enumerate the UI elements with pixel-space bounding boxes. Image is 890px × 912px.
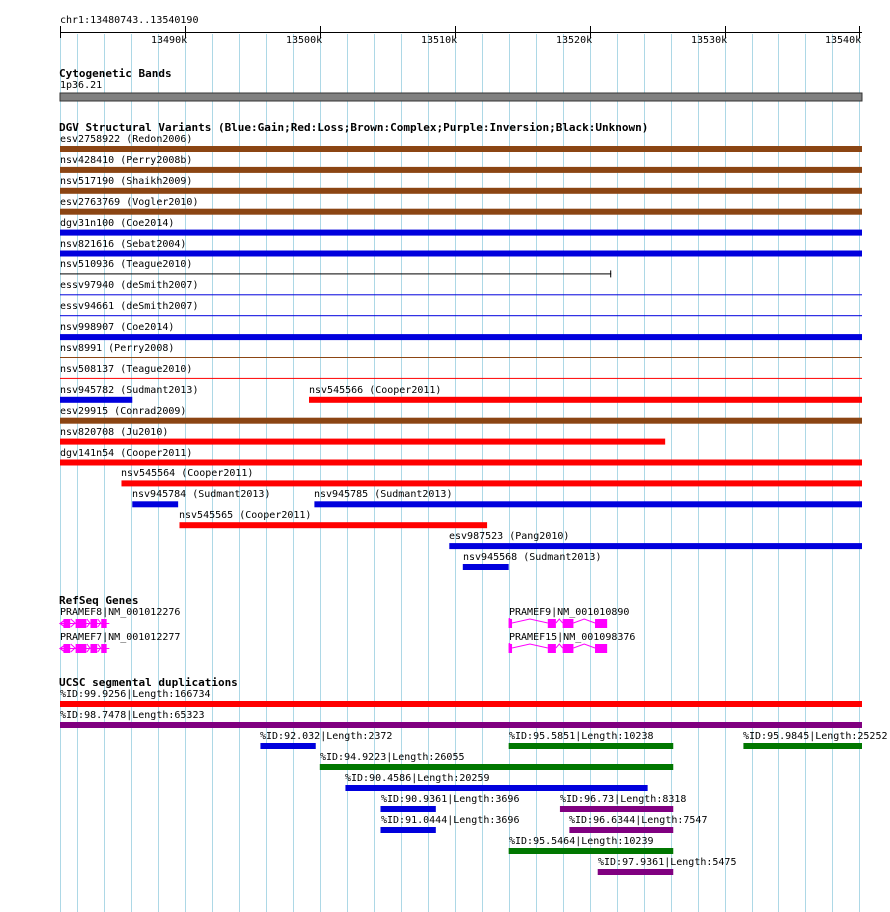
- dgv-variant-label: esv2763769 (Vogler2010): [60, 197, 199, 208]
- segdup-bar: [381, 806, 436, 812]
- dgv-variant-label: nsv945785 (Sudmant2013): [314, 489, 453, 500]
- dgv-variant-label: nsv998907 (Coe2014): [60, 322, 175, 333]
- dgv-variant-bar: [60, 334, 862, 340]
- dgv-variant-bar: [179, 522, 487, 528]
- dgv-variant-label: esv29915 (Conrad2009): [60, 406, 187, 417]
- gene-intron: [556, 644, 563, 648]
- gene-intron: [512, 619, 548, 623]
- dgv-variant-label: dgv31n100 (Coe2014): [60, 218, 175, 229]
- segdup-label: %ID:95.5851|Length:10238: [509, 731, 654, 742]
- dgv-variant-label: nsv545565 (Cooper2011): [179, 510, 312, 521]
- dgv-variant-bar: [60, 273, 611, 274]
- dgv-variant-label: nsv820708 (Ju2010): [60, 427, 169, 438]
- gene-exon: [563, 619, 574, 628]
- dgv-variant-label: essv97940 (deSmith2007): [60, 280, 199, 291]
- dgv-variant-bar: [309, 397, 862, 403]
- dgv-variant-label: essv94661 (deSmith2007): [60, 301, 199, 312]
- dgv-variant-bar: [449, 543, 862, 549]
- gene-exon: [563, 644, 574, 653]
- dgv-variant-label: nsv945782 (Sudmant2013): [60, 385, 199, 396]
- gene-exon: [63, 619, 70, 628]
- dgv-variant-bar: [60, 188, 862, 194]
- gene-exon: [509, 644, 512, 653]
- gene-intron: [573, 644, 595, 648]
- dgv-variant-bar: [60, 397, 132, 403]
- dgv-variant-bar: [60, 294, 862, 295]
- dgv-variant-bar: [60, 146, 862, 152]
- dgv-variant-label: nsv517190 (Shaikh2009): [60, 176, 193, 187]
- segdup-bar: [509, 743, 674, 749]
- segdup-bar: [509, 848, 674, 854]
- segdup-label: %ID:94.9223|Length:26055: [320, 752, 465, 763]
- ruler-tick-label: 13530k: [691, 35, 728, 46]
- cytoband-bar: [60, 93, 862, 101]
- dgv-variant-bar: [60, 460, 862, 466]
- segdup-bar: [598, 869, 674, 875]
- dgv-variant-bar: [60, 378, 862, 379]
- segdup-label: %ID:92.032|Length:2372: [260, 731, 393, 742]
- dgv-variant-bar: [463, 564, 509, 570]
- segdup-label: %ID:96.73|Length:8318: [560, 794, 687, 805]
- segdup-label: %ID:95.5464|Length:10239: [509, 836, 654, 847]
- refseq-gene-label: PRAMEF9|NM_001010890: [509, 607, 630, 618]
- refseq-gene-label: PRAMEF15|NM_001098376: [509, 632, 636, 643]
- dgv-variant-label: nsv545564 (Cooper2011): [121, 468, 254, 479]
- dgv-variant-endcap: [610, 270, 611, 277]
- refseq-gene-label: PRAMEF8|NM_001012276: [60, 607, 181, 618]
- dgv-variant-bar: [60, 418, 862, 424]
- segdup-label: %ID:91.0444|Length:3696: [381, 815, 520, 826]
- gene-exon: [595, 644, 607, 653]
- segdup-bar: [381, 827, 436, 833]
- gene-exon: [90, 644, 97, 653]
- gene-exon: [90, 619, 97, 628]
- dgv-variant-label: nsv508137 (Teague2010): [60, 364, 193, 375]
- track-title-cytoband: Cytogenetic Bands: [59, 67, 172, 80]
- dgv-variant-bar: [60, 209, 862, 215]
- dgv-variant-label: esv987523 (Pang2010): [449, 531, 570, 542]
- dgv-variant-label: nsv8991 (Perry2008): [60, 343, 175, 354]
- refseq-gene-label: PRAMEF7|NM_001012277: [60, 632, 181, 643]
- dgv-variant-label: nsv945784 (Sudmant2013): [132, 489, 271, 500]
- dgv-variant-bar: [60, 439, 665, 445]
- ruler-tick-label: 13510k: [421, 35, 458, 46]
- gene-exon: [509, 619, 512, 628]
- ruler-tick-label: 13520k: [556, 35, 593, 46]
- gene-exon: [63, 644, 70, 653]
- gene-exon: [595, 619, 607, 628]
- gene-exon: [548, 619, 556, 628]
- dgv-variant-label: nsv428410 (Perry2008b): [60, 155, 193, 166]
- ruler-location: chr1:13480743..13540190: [60, 15, 199, 26]
- track-title-segdup: UCSC segmental duplications: [59, 676, 238, 689]
- ruler-tick-label: 13540k: [825, 35, 862, 46]
- dgv-variant-bar: [314, 501, 862, 507]
- gene-intron: [573, 619, 595, 623]
- segdup-label: %ID:95.9845|Length:25252: [743, 731, 888, 742]
- segdup-label: %ID:98.7478|Length:65323: [60, 710, 205, 721]
- segdup-bar: [320, 764, 673, 770]
- dgv-variant-bar: [60, 167, 862, 173]
- dgv-variant-label: dgv141n54 (Cooper2011): [60, 448, 193, 459]
- dgv-variant-label: esv2758922 (Redon2006): [60, 134, 193, 145]
- segdup-bar: [60, 701, 862, 707]
- dgv-variant-bar: [132, 501, 178, 507]
- dgv-variant-label: nsv945568 (Sudmant2013): [463, 552, 602, 563]
- segdup-bar: [260, 743, 315, 749]
- ruler-tick-label: 13490k: [151, 35, 188, 46]
- track-title-refseq: RefSeq Genes: [59, 594, 139, 607]
- dgv-variant-bar: [60, 251, 862, 257]
- segdup-label: %ID:99.9256|Length:166734: [60, 689, 211, 700]
- dgv-variant-label: nsv821616 (Sebat2004): [60, 239, 187, 250]
- dgv-variant-bar: [121, 480, 862, 486]
- gene-exon: [101, 619, 106, 628]
- gene-intron: [556, 619, 563, 623]
- dgv-variant-label: nsv545566 (Cooper2011): [309, 385, 442, 396]
- dgv-variant-bar: [60, 230, 862, 236]
- segdup-label: %ID:97.9361|Length:5475: [598, 857, 737, 868]
- dgv-variant-bar: [60, 357, 862, 358]
- dgv-variant-bar: [60, 315, 862, 316]
- segdup-bar: [743, 743, 862, 749]
- cytoband-label: 1p36.21: [60, 80, 103, 91]
- gene-exon: [76, 644, 87, 653]
- dgv-variant-label: nsv510936 (Teague2010): [60, 259, 193, 270]
- segdup-label: %ID:96.6344|Length:7547: [569, 815, 708, 826]
- segdup-label: %ID:90.4586|Length:20259: [345, 773, 490, 784]
- segdup-label: %ID:90.9361|Length:3696: [381, 794, 520, 805]
- segdup-bar: [569, 827, 673, 833]
- gene-exon: [101, 644, 106, 653]
- gene-intron: [512, 644, 548, 648]
- gene-exon: [548, 644, 556, 653]
- segdup-bar: [60, 722, 862, 728]
- segdup-bar: [345, 785, 647, 791]
- track-title-dgv: DGV Structural Variants (Blue:Gain;Red:Loss;Brown:Complex;Purple:Inversion;Black:Unknown): [59, 121, 649, 134]
- ruler-tick-label: 13500k: [286, 35, 323, 46]
- segdup-bar: [560, 806, 673, 812]
- gene-exon: [76, 619, 87, 628]
